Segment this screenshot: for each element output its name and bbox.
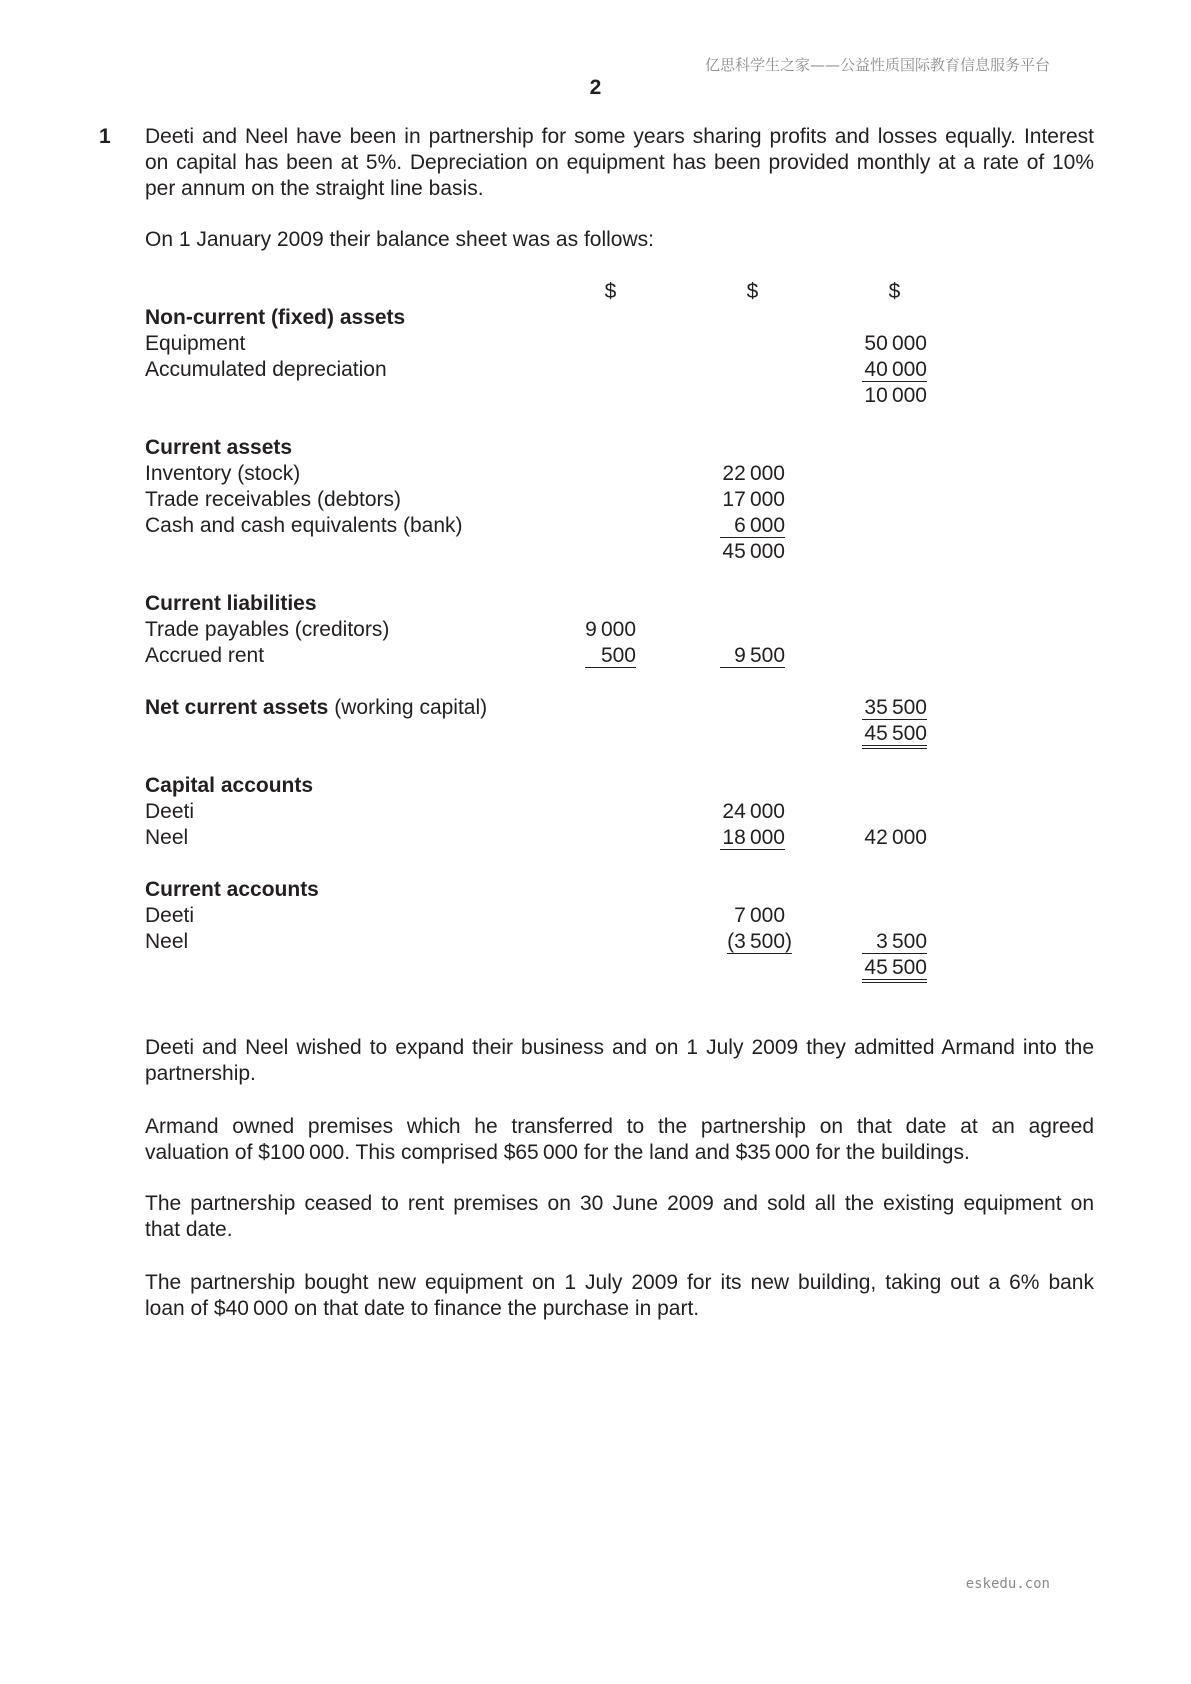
subtotal-amount: 3 500 [862, 931, 927, 954]
section-heading: Current accounts [145, 878, 319, 901]
section-heading-row [145, 435, 945, 461]
paragraph [145, 1191, 1094, 1243]
text-line: per annum on the straight line basis. [145, 177, 484, 200]
section-heading-row [145, 591, 945, 617]
balance-sheet-table [145, 279, 945, 981]
amount: (3 500) [727, 930, 792, 953]
text-line: Deeti and Neel wished to expand their business and on 1 July 2009 they admitted Armand into the [145, 1036, 1094, 1059]
currency-header-row [145, 279, 945, 305]
row-label: Neel [145, 930, 189, 953]
row-label: Trade payables (creditors) [145, 618, 390, 641]
section-heading: Capital accounts [145, 774, 314, 797]
paragraph [145, 1035, 1094, 1087]
subtotal-amount: 45 000 [722, 540, 785, 563]
subtotal-amount: 9 500 [720, 645, 785, 668]
section-heading: Current liabilities [145, 592, 317, 615]
header-watermark: 亿思科学生之家——公益性质国际教育信息服务平台 [704, 56, 1050, 74]
currency-header: $ [888, 280, 901, 303]
row-label: Accrued rent [145, 644, 265, 667]
footer-site: eskedu.con [965, 1576, 1050, 1592]
subtotal-amount: 42 000 [864, 826, 927, 849]
amount: 6 000 [720, 515, 785, 538]
text-line: On 1 January 2009 their balance sheet was as follows: [145, 228, 654, 251]
currency-header: $ [746, 280, 759, 303]
table-row [145, 695, 945, 721]
subtotal-amount: 10 000 [864, 384, 927, 407]
table-row [145, 357, 945, 383]
row-label: Deeti [145, 800, 195, 823]
total-row [145, 721, 945, 747]
amount: 9 000 [585, 618, 636, 641]
amount: 17 000 [722, 488, 785, 511]
row-label: Cash and cash equivalents (bank) [145, 514, 463, 537]
intro-paragraph [145, 124, 1094, 202]
row-label: Accumulated depreciation [145, 358, 387, 381]
text-line: Deeti and Neel have been in partnership for some years sharing profits and losses equally. Interest [145, 125, 1094, 148]
text-line: loan of $40 000 on that date to finance the purchase in part. [145, 1297, 700, 1320]
total-row [145, 955, 945, 981]
text-line: partnership. [145, 1062, 256, 1085]
table-row [145, 617, 945, 643]
table-row [145, 331, 945, 357]
row-label: Trade receivables (debtors) [145, 488, 401, 511]
table-row [145, 461, 945, 487]
table-row [145, 487, 945, 513]
amount: 18 000 [720, 827, 785, 850]
amount: 40 000 [862, 359, 927, 382]
section-heading-row [145, 773, 945, 799]
row-label: Deeti [145, 904, 195, 927]
subtotal-row [145, 539, 945, 565]
table-row [145, 903, 945, 929]
total-amount: 45 500 [862, 957, 927, 983]
text-line: Armand owned premises which he transferred to the partnership on that date at an agreed [145, 1115, 1094, 1138]
row-label [145, 695, 487, 721]
heading-note: (working capital) [334, 696, 488, 719]
text-line: on capital has been at 5%. Depreciation on equipment has been provided monthly at a rate of 10% [145, 151, 1094, 174]
table-row [145, 799, 945, 825]
row-label: Neel [145, 826, 189, 849]
question-number: 1 [99, 125, 111, 148]
text-line: The partnership bought new equipment on 1 July 2009 for its new building, taking out a 6% bank [145, 1271, 1094, 1294]
amount: 7 000 [734, 904, 785, 927]
row-label: Inventory (stock) [145, 462, 301, 485]
currency-header: $ [604, 280, 617, 303]
balance-sheet-intro [145, 227, 1094, 253]
table-row [145, 929, 945, 955]
row-label: Equipment [145, 332, 246, 355]
table-row [145, 643, 945, 669]
amount: 35 500 [862, 697, 927, 720]
amount: 500 [585, 645, 636, 668]
section-heading: Current assets [145, 436, 293, 459]
paragraph [145, 1270, 1094, 1322]
section-heading-row [145, 877, 945, 903]
text-line: that date. [145, 1218, 233, 1241]
section-heading: Net current assets [145, 696, 329, 719]
paragraph [145, 1114, 1094, 1166]
section-heading-row [145, 305, 945, 331]
text-line: The partnership ceased to rent premises on 30 June 2009 and sold all the existing equipment on [145, 1192, 1094, 1215]
amount: 50 000 [864, 332, 927, 355]
table-row [145, 513, 945, 539]
table-row [145, 825, 945, 851]
text-line: valuation of $100 000. This comprised $65 000 for the land and $35 000 for the buildings. [145, 1141, 970, 1164]
section-heading: Non-current (fixed) assets [145, 306, 406, 329]
page-number: 2 [589, 76, 602, 99]
subtotal-row [145, 383, 945, 409]
amount: 24 000 [722, 800, 785, 823]
total-amount: 45 500 [862, 723, 927, 749]
amount: 22 000 [722, 462, 785, 485]
